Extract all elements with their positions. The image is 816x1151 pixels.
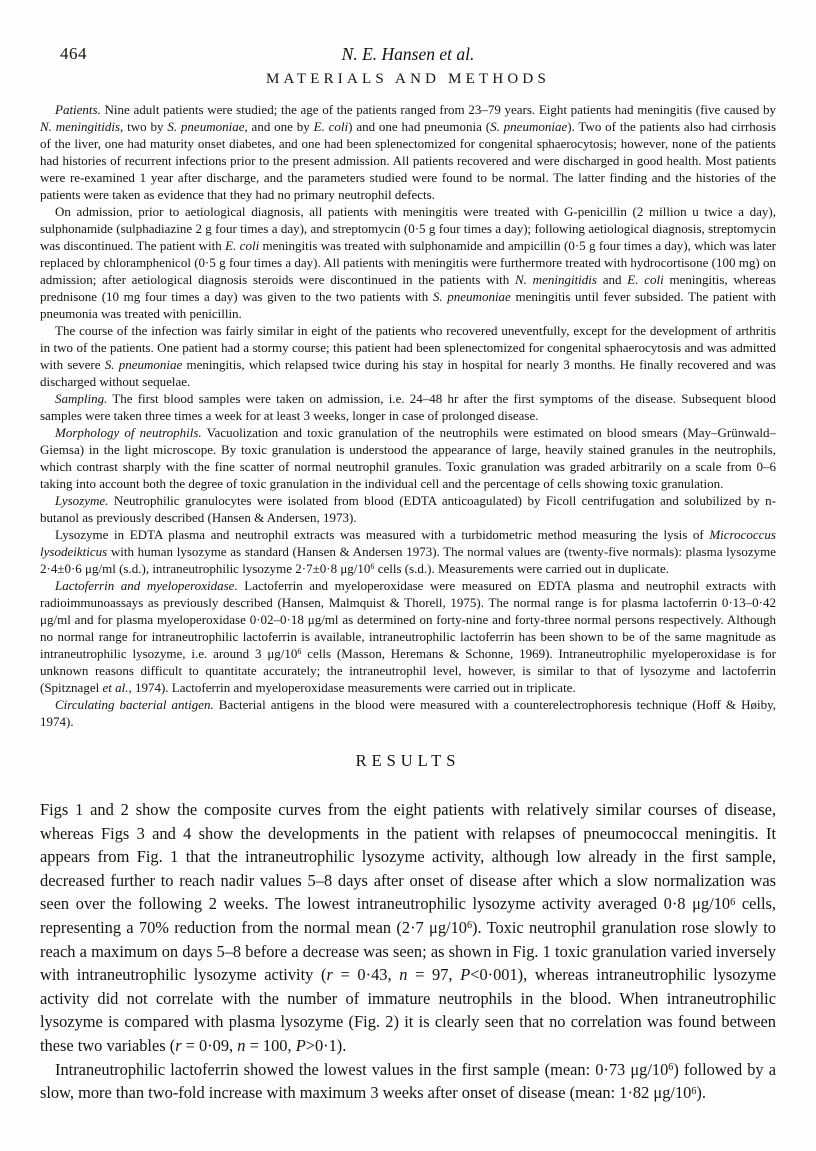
italic-text: Circulating bacterial antigen. [55, 697, 214, 712]
italic-text: E. coli [627, 272, 664, 287]
superscript: 6 [370, 562, 375, 572]
section-materials-and-methods [40, 71, 776, 730]
italic-text: N. meningitidis [40, 119, 121, 134]
italic-text: Micrococcus lysodeikticus [40, 527, 776, 559]
italic-text: r [326, 965, 333, 985]
superscript: 6 [730, 896, 736, 908]
paragraph: Intraneutrophilic lactoferrin showed the lowest values in the first sample (mean: 0·73 $\mu g/10^6$) followed by a slow, more than two-fold increase with maximum 3 weeks after onset of disease (mean: 1·82 $\mu g/10^6$). [40, 1059, 776, 1103]
italic-text: S. pneumoniae [432, 289, 511, 304]
paragraph: The course of the infection was fairly similar in eight of the patients who recovered uneventfully, except for the development of arthritis in two of the patients. One patient had a stormy course; this patient had been splenectomized for congenital sphaerocytosis and was admitted with severe S. pneumoniae meningitis, which relapsed twice during his stay in hospital for nearly 3 months. He finally recovered and was discharged without sequelae. [40, 323, 776, 389]
italic-text: E. coli [313, 119, 349, 134]
superscript: 6 [297, 647, 302, 657]
paragraph: Patients. Nine adult patients were studied; the age of the patients ranged from 23–79 years. Eight patients had meningitis (five caused by N. meningitidis, two by S. pneumoniae, and one by E. coli) and one had pneumonia (S. pneumoniae). Two of the patients also had cirrhosis of the liver, one had maturity onset diabetes, and one had been splenectomized for congenital sphaerocytosis; however, none of the patients had histories of recurrent infections prior to the present admission. All patients recovered and were discharged in good health. Most patients were re-examined 1 year after discharge, and the parameters studied were found to be normal. The latter finding and the histories of the patients were taken as evidence that they had no primary neutrophil defects. [40, 102, 777, 202]
italic-text: E. coli [225, 238, 260, 253]
paragraph: Figs 1 and 2 show the composite curves from the eight patients with relatively similar courses of disease, whereas Figs 3 and 4 show the developments in the patient with relapses of pneumococcal meningitis. It appears from Fig. 1 that the intraneutrophilic lysozyme activity, although low already in the first sample, decreased further to reach nadir values 5–8 days after onset of disease after which a slow normalization was seen over the following 2 weeks. The lowest intraneutrophilic lysozyme activity averaged 0·8 $\mu g/10^6$ cells, representing a 70% reduction from the normal mean (2·7 $\mu g/10^6$). Toxic neutrophil granulation rose slowly to reach a maximum on days 5–8 before a decrease was seen; as shown in Fig. 1 toxic granulation varied inversely with intraneutrophilic lysozyme activity (r = 0·43, n = 97, P<0·001), whereas intraneutrophilic lysozyme activity did not correlate with the number of immature neutrophils in the blood. When intraneutrophilic lysozyme is compared with plasma lysozyme (Fig. 2) it is clearly seen that no correlation was found between these two variables (r = 0·09, n = 100, P>0·1). [40, 800, 776, 1055]
running-title: N. E. Hansen et al. [341, 44, 475, 64]
results-heading: RESULTS [355, 751, 461, 770]
results-text [40, 798, 776, 1105]
italic-text: S. pneumoniae [490, 119, 568, 134]
italic-text: S. pneumoniae [104, 357, 183, 372]
paragraph: Lysozyme. Neutrophilic granulocytes were isolated from blood (EDTA anticoagulated) by Ficoll centrifugation and solubilized by n-butanol as previously described (Hansen & Andersen, 1973). [40, 493, 776, 525]
paragraph: Lysozyme in EDTA plasma and neutrophil extracts was measured with a turbidometric method measuring the lysis of Micrococcus lysodeikticus with human lysozyme as standard (Hansen & Andersen 1973). The normal values are (twenty-five normals): plasma lysozyme 2·4±0·6 μg/ml (s.d.), intraneutrophilic lysozyme 2·7±0·8 $\mu g/10^6$ cells (s.d.). Measurements were carried out in duplicate. [40, 527, 776, 576]
paragraph: On admission, prior to aetiological diagnosis, all patients with meningitis were treated with G-penicillin (2 million u twice a day), sulphonamide (sulphadiazine 2 g four times a day), and streptomycin (0·5 g four times a day); following aetiological diagnosis, streptomycin was discontinued. The patient with E. coli meningitis was treated with sulphonamide and ampicillin (0·5 g four times a day), which was later replaced by chloramphenicol (0·5 g four times a day). All patients with meningitis were furthermore treated with hydrocortisone (100 mg) on admission; after aetiological diagnosis steroids were discontinued in the patients with N. meningitidis and E. coli meningitis, whereas prednisone (10 mg four times a day) was given to the two patients with S. pneumoniae meningitis until fever subsided. The patient with pneumonia was treated with penicillin. [40, 204, 777, 321]
italic-text: Lysozyme. [55, 493, 109, 508]
italic-text: Sampling. [55, 391, 108, 406]
italic-text: n [237, 1035, 246, 1055]
superscript: 6 [466, 920, 473, 932]
italic-text: Patients. [55, 102, 101, 117]
italic-text: r [175, 1035, 182, 1055]
page-header [40, 44, 776, 66]
italic-text: P [295, 1035, 306, 1055]
materials-and-methods-text [40, 101, 776, 730]
superscript: 6 [691, 1085, 697, 1097]
italic-text: n [399, 965, 408, 985]
page-number: 464 [60, 44, 87, 63]
italic-text: N. meningitidis [515, 272, 597, 287]
materials-and-methods-heading: MATERIALS AND METHODS [265, 71, 551, 87]
italic-text: P [460, 965, 471, 985]
superscript: 6 [668, 1061, 674, 1073]
italic-text: Lactoferrin and myeloperoxidase. [55, 578, 238, 593]
italic-text: et al. [102, 680, 129, 695]
italic-text: Morphology of neutrophils. [55, 425, 202, 440]
paragraph: Circulating bacterial antigen. Bacterial antigens in the blood were measured with a counterelectrophoresis technique (Hoff & Høiby, 1974). [40, 697, 776, 729]
paragraph: Sampling. The first blood samples were taken on admission, i.e. 24–48 hr after the first symptoms of the disease. Subsequent blood samples were taken three times a week for at least 3 weeks, longer in case of prolonged disease. [40, 391, 776, 423]
italic-text: S. pneumoniae [167, 119, 245, 134]
paragraph: Morphology of neutrophils. Vacuolization and toxic granulation of the neutrophils were estimated on blood smears (May–Grünwald–Giemsa) in the light microscope. By toxic granulation is understood the appearance of large, heavily stained granules in the neutrophils, which contrast sharply with the fine scatter of normal neutrophil granules. Toxic granulation was graded arbitrarily on a scale from 0–6 taking into account both the degree of toxic granulation in the individual cell and the percentage of cells showing toxic granulation. [40, 425, 777, 491]
paragraph: Lactoferrin and myeloperoxidase. Lactoferrin and myeloperoxidase were measured on EDTA plasma and neutrophil extracts with radioimmunoassays as previously described (Hansen, Malmquist & Thorell, 1975). The normal range is for plasma lactoferrin 0·13–0·42 μg/ml and for plasma myeloperoxidase 0·02–0·18 μg/ml as determined on forty-nine and forty-three normal persons respectively. Although no normal range for intraneutrophilic lactoferrin is available, intraneutrophilic lactoferrin has been shown to be of the same magnitude as intraneutrophilic lysozyme, i.e. around 3 $\mu g/10^6$ cells (Masson, Heremans & Schonne, 1969). Intraneutrophilic myeloperoxidase is for unknown reasons difficult to quantitate accurately; the intraneutrophil level, however, is similar to that of lysozyme and lactoferrin (Spitznagel et al., 1974). Lactoferrin and myeloperoxidase measurements were carried out in triplicate. [40, 578, 776, 695]
section-results [40, 751, 776, 1105]
